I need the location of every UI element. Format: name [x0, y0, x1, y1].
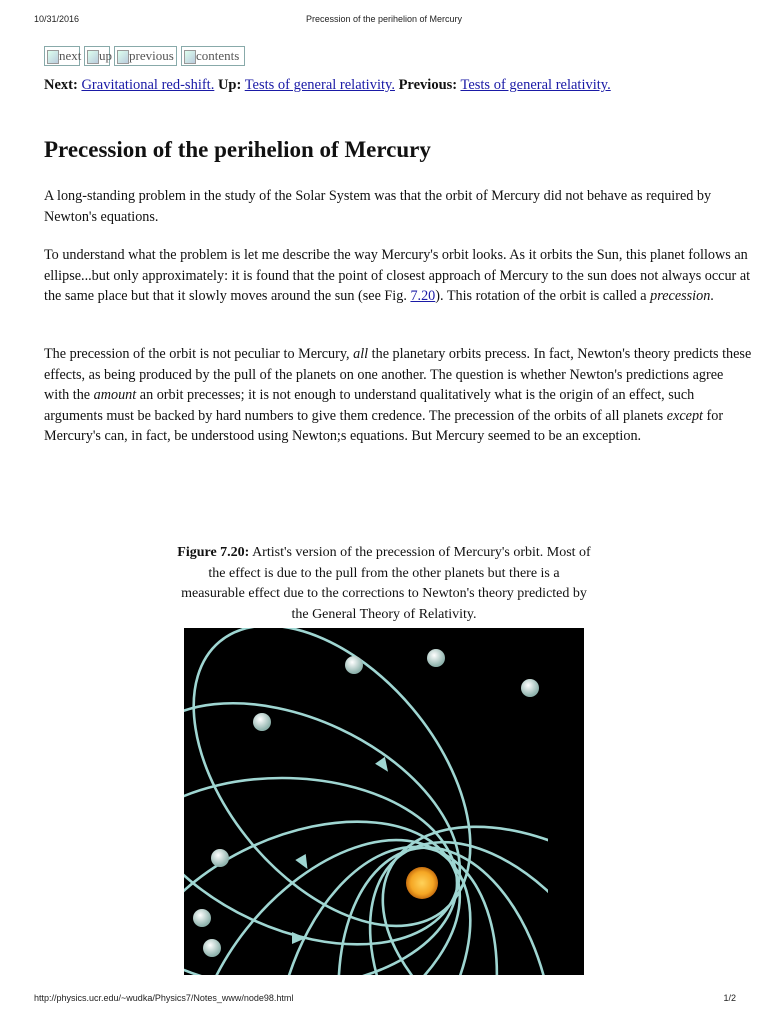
up-link[interactable]: Tests of general relativity. — [244, 77, 395, 93]
orbit-ellipses — [92, 574, 747, 1024]
paragraph-text: the planetary orbits precess. In fact, Newton's theory predicts these effects, as being produced by the pull of the planets on one another. The question is whether Newton's predictions agree with the — [44, 346, 752, 403]
mercury-planet-icon — [427, 649, 445, 667]
mercury-planet-icon — [521, 679, 539, 697]
orbit-illustration — [184, 628, 584, 975]
mercury-planet-icon — [345, 656, 363, 674]
mercury-planet-icon — [203, 939, 221, 957]
next-link[interactable]: Gravitational red-shift. — [81, 77, 215, 93]
print-page-title: Precession of the perihelion of Mercury — [305, 14, 463, 24]
previous-alt-text: previous — [129, 48, 174, 63]
page-heading: Precession of the perihelion of Mercury — [44, 137, 431, 162]
paragraph-text: ). This rotation of the orbit is called a — [435, 288, 651, 304]
previous-label: Previous: — [398, 77, 458, 93]
paragraph-precession-explanation — [44, 344, 752, 447]
paragraph-text: The precession of the orbit is not peculiar to Mercury, — [44, 346, 354, 362]
previous-nav-button[interactable] — [114, 46, 177, 66]
next-label: Next: — [44, 77, 78, 93]
up-label: Up: — [217, 77, 242, 93]
paragraph-orbit-description — [44, 245, 752, 307]
emphasis-precession: precession — [650, 288, 711, 304]
orbit-arrow-icon — [292, 932, 306, 944]
print-page-number: 1/2 — [723, 993, 736, 1003]
next-alt-text: next — [59, 48, 82, 63]
figure-caption-text: Artist's version of the precession of Mercury's orbit. Most of the effect is due to the pull from the other planets but there is a measurable effect due to the corrections to Newton's theory predicted by the General Theory of Relativity. — [181, 545, 591, 622]
paragraph-text: for Mercury's can, in fact, be understood using Newton;s equations. But Mercury seemed to be an exception. — [44, 407, 724, 444]
up-nav-button[interactable] — [84, 46, 110, 66]
figure-caption-label: Figure 7.20: — [177, 545, 250, 560]
up-alt-text: up — [99, 48, 112, 63]
broken-image-icon — [184, 50, 196, 64]
broken-image-icon — [47, 50, 59, 64]
broken-image-icon — [117, 50, 129, 64]
mercury-planet-icon — [211, 849, 229, 867]
figure-reference-link[interactable]: 7.20 — [410, 288, 436, 304]
emphasis-amount: amount — [93, 387, 137, 403]
print-header — [0, 14, 768, 28]
print-url: http://physics.ucr.edu/~wudka/Physics7/Notes_www/node98.html — [34, 993, 294, 1003]
next-nav-button[interactable] — [44, 46, 80, 66]
sun-icon — [406, 867, 438, 899]
paragraph-text: an orbit precesses; it is not enough to understand qualitatively what is the origin of an effect, such arguments must be backed by hard numbers to give them credence. The precession of the orbits of all planets — [44, 387, 695, 424]
contents-alt-text: contents — [196, 48, 240, 63]
mercury-planet-icon — [193, 909, 211, 927]
paragraph-intro: A long-standing problem in the study of the Solar System was that the orbit of Mercury did not behave as required by Newton's equations. — [44, 188, 712, 225]
orbit-ellipse — [107, 778, 457, 988]
navigation-links — [44, 77, 611, 94]
orbit-precession-figure — [184, 628, 584, 975]
previous-link[interactable]: Tests of general relativity. — [460, 77, 611, 93]
figure-caption — [176, 543, 592, 625]
emphasis-all: all — [353, 346, 369, 362]
orbit-ellipse — [92, 773, 498, 1024]
contents-nav-button[interactable] — [181, 46, 245, 66]
orbit-ellipse — [339, 775, 747, 1024]
paragraph-text: . — [710, 288, 714, 304]
print-date: 10/31/2016 — [34, 14, 80, 24]
paragraph-text: To understand what the problem is let me describe the way Mercury's orbit looks. As it orbits the Sun, this planet follows an ellipse...but only approximately: it is found that the point of closest approach of Mercury to the sun does not always occur at the same place but that it slowly moves around the sun (see Fig. — [44, 247, 751, 304]
print-footer — [0, 993, 768, 1007]
mercury-planet-icon — [253, 713, 271, 731]
nav-button-bar — [44, 46, 249, 68]
emphasis-except: except — [666, 407, 703, 424]
broken-image-icon — [87, 50, 99, 64]
